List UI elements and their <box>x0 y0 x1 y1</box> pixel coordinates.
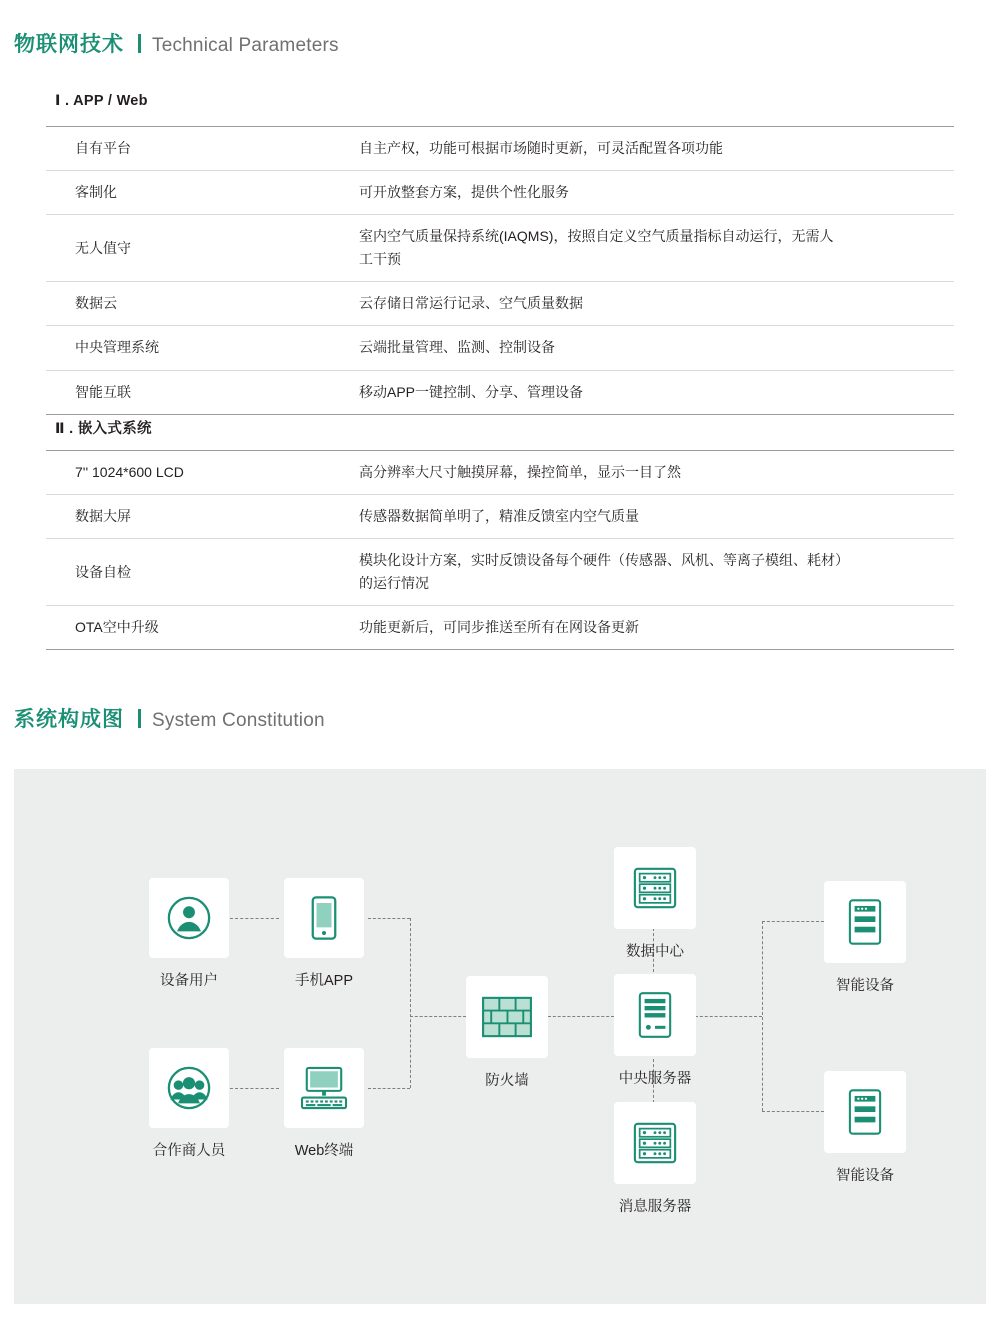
connector-app-to-bus <box>368 918 410 919</box>
node-partner-staff <box>108 1048 270 1160</box>
node-label: 中央服务器 <box>618 1071 692 1087</box>
row-key: 无人值守 <box>75 239 131 256</box>
row-value: 云端批量管理、监测、控制设备 <box>359 339 555 356</box>
user-avatar-chip <box>149 878 229 958</box>
tech-section-heading <box>0 28 339 58</box>
heading-divider-bar <box>138 709 141 728</box>
table-app-web <box>46 126 954 415</box>
row-value: 室内空气质量保持系统(IAQMS)，按照自定义空气质量指标自动运行，无需人工干预 <box>359 228 834 268</box>
message-server-chip <box>614 1102 696 1184</box>
node-label: 合作商人员 <box>152 1143 226 1159</box>
system-heading-cn: 系统构成图 <box>14 708 124 731</box>
row-key: 数据大屏 <box>75 508 131 525</box>
server-tower-icon <box>637 991 673 1039</box>
device-rack-icon <box>848 898 882 946</box>
node-data-center <box>614 847 696 961</box>
node-label: 智能设备 <box>836 978 894 994</box>
node-label: 设备用户 <box>160 973 218 989</box>
node-smart-device-2 <box>824 1071 906 1185</box>
connector-bus-to-device2 <box>762 1111 824 1112</box>
row-value: 可开放整套方案，提供个性化服务 <box>359 184 569 201</box>
table-row <box>46 370 954 414</box>
connector-server-to-devices <box>690 1016 762 1017</box>
node-label: 数据中心 <box>626 944 684 960</box>
row-value: 移动APP一键控制、分享、管理设备 <box>359 383 584 400</box>
row-key: 数据云 <box>75 295 117 312</box>
node-label: 消息服务器 <box>618 1199 692 1215</box>
connector-bus-to-device1 <box>762 921 824 922</box>
row-value: 高分辨率大尺寸触摸屏幕，操控简单，显示一目了然 <box>359 464 681 480</box>
row-value: 传感器数据简单明了，精准反馈室内空气质量 <box>359 508 639 525</box>
smartphone-icon <box>309 895 339 941</box>
node-smart-device-1 <box>824 881 906 995</box>
table-row <box>46 495 954 539</box>
server-rack-icon <box>632 865 678 911</box>
table-row <box>46 171 954 215</box>
node-device-user <box>108 878 270 990</box>
group-label-embedded: Ⅱ . 嵌入式系统 <box>55 421 152 437</box>
row-key: 智能互联 <box>75 383 131 400</box>
row-key: 中央管理系统 <box>75 339 159 356</box>
node-central-server <box>614 974 696 1088</box>
row-key: 自有平台 <box>75 140 131 156</box>
desktop-computer-chip <box>284 1048 364 1128</box>
device-rack-icon <box>848 1088 882 1136</box>
table-row <box>46 215 954 282</box>
user-group-icon <box>166 1065 212 1111</box>
row-value: 云存储日常运行记录、空气质量数据 <box>359 295 583 312</box>
connector-device-bus <box>762 921 763 1111</box>
row-value: 模块化设计方案，实时反馈设备每个硬件（传感器、风机、等离子模组、耗材）的运行情况 <box>359 552 842 592</box>
table-embedded <box>46 450 954 650</box>
user-avatar-icon <box>166 895 212 941</box>
system-constitution-diagram <box>14 769 986 1304</box>
firewall-brick-icon <box>481 995 533 1039</box>
group-label-app-web: Ⅰ . APP / Web <box>55 93 148 109</box>
node-label: 防火墙 <box>485 1073 529 1089</box>
desktop-computer-icon <box>299 1066 349 1110</box>
node-firewall <box>466 976 548 1090</box>
row-value: 自主产权，功能可根据市场随时更新，可灵活配置各项功能 <box>359 140 723 156</box>
row-key: 设备自检 <box>75 563 131 580</box>
connector-web-to-bus <box>368 1088 410 1089</box>
row-key: OTA空中升级 <box>75 619 159 636</box>
smartphone-chip <box>284 878 364 958</box>
user-group-chip <box>149 1048 229 1128</box>
table-row <box>46 606 954 650</box>
tech-heading-cn: 物联网技术 <box>14 33 124 56</box>
row-value: 功能更新后，可同步推送至所有在网设备更新 <box>359 619 639 636</box>
connector-bus-vertical <box>410 918 411 1088</box>
node-label: 智能设备 <box>836 1168 894 1184</box>
node-message-server <box>614 1102 696 1216</box>
tech-heading-en: Technical Parameters <box>152 35 339 56</box>
table-row <box>46 282 954 326</box>
row-key: 7'' 1024*600 LCD <box>75 464 184 480</box>
node-label: Web终端 <box>294 1143 354 1159</box>
table-row <box>46 451 954 495</box>
node-mobile-app <box>279 878 369 990</box>
heading-divider-bar <box>138 34 141 53</box>
row-key: 客制化 <box>75 184 117 201</box>
smart-device-chip <box>824 881 906 963</box>
system-section-heading <box>0 703 325 733</box>
table-row <box>46 539 954 606</box>
node-web-terminal <box>279 1048 369 1160</box>
table-row <box>46 326 954 370</box>
node-label: 手机APP <box>294 973 353 989</box>
smart-device-chip <box>824 1071 906 1153</box>
system-heading-en: System Constitution <box>152 710 325 731</box>
server-rack-icon <box>632 1120 678 1166</box>
data-center-chip <box>614 847 696 929</box>
connector-firewall-to-server <box>548 1016 614 1017</box>
central-server-chip <box>614 974 696 1056</box>
connector-bus-to-firewall <box>410 1016 466 1017</box>
firewall-chip <box>466 976 548 1058</box>
table-row <box>46 127 954 171</box>
